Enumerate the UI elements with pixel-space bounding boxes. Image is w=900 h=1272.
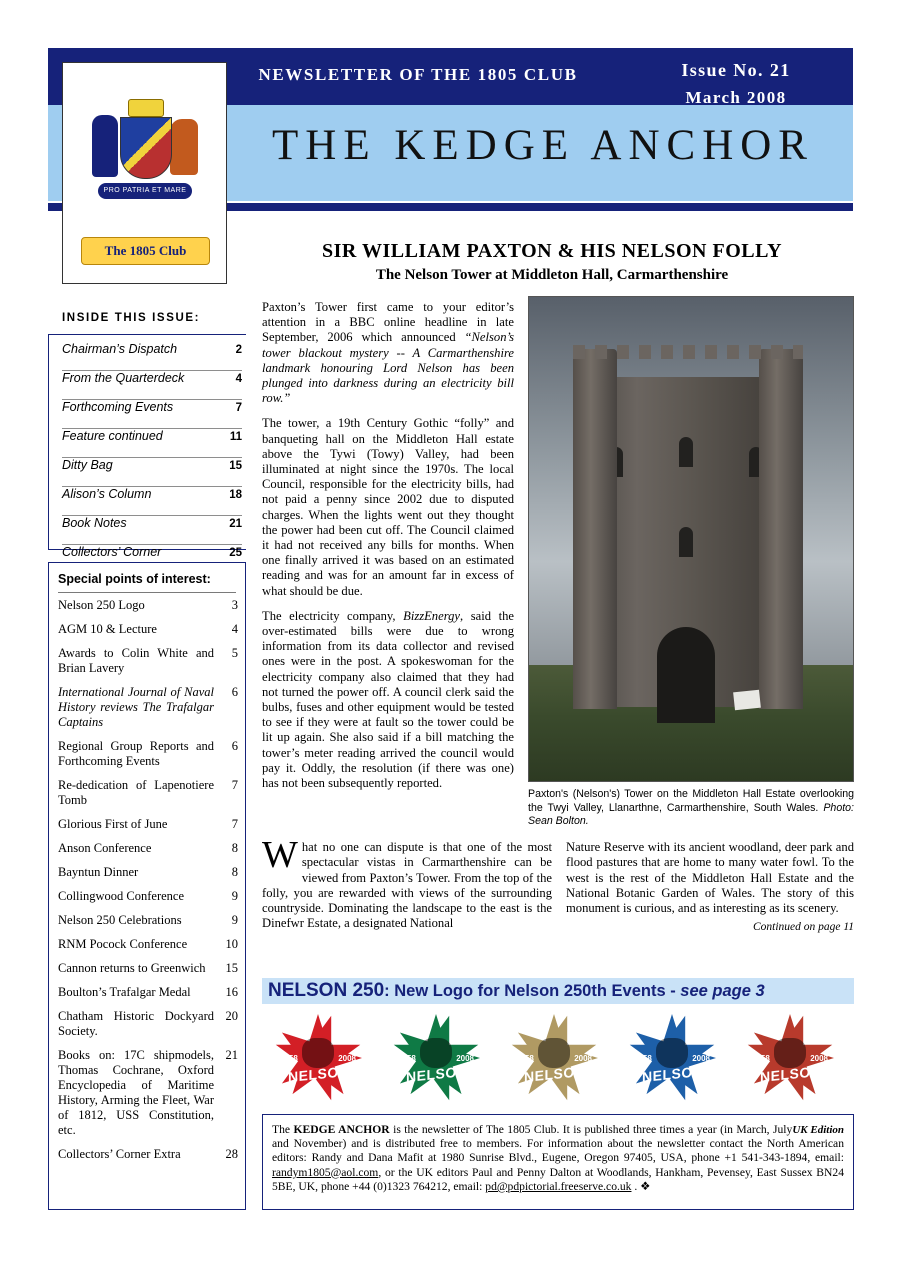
special-point-page: 6 xyxy=(231,739,238,753)
toc-item-page: 18 xyxy=(229,489,242,501)
article-paragraph-3 xyxy=(262,609,514,791)
photo-window xyxy=(679,527,693,557)
tower-photograph xyxy=(528,296,854,782)
nelson250-year-left: 1758 xyxy=(398,1054,416,1063)
coat-of-arms-icon xyxy=(90,79,200,219)
special-point-item[interactable] xyxy=(58,1009,238,1039)
toc-item[interactable] xyxy=(62,458,242,486)
special-point-item[interactable] xyxy=(58,646,238,676)
special-point-label: Collingwood Conference xyxy=(58,889,185,903)
nelson250-year-right: 2008 xyxy=(456,1054,474,1063)
nelson250-year-right: 2008 xyxy=(810,1054,828,1063)
special-point-label: AGM 10 & Lecture xyxy=(58,622,157,636)
toc-item[interactable] xyxy=(62,400,242,428)
toc-item-label: Feature continued xyxy=(62,429,163,443)
article-lower-left-text: hat no one can dispute is that one of the most spectacular vistas in Carmarthenshire can be viewed from Paxton’s Tower. From the top of the folly, you are rewarded with views of the surrounding countryside. Dominating the landscape to the east is the Dinefwr Estate, a designated National xyxy=(262,840,552,931)
nelson-portrait-icon xyxy=(656,1038,688,1068)
special-point-page: 20 xyxy=(225,1009,238,1023)
supporter-right-icon xyxy=(170,119,198,175)
photo-credit: Photo: Sean Bolton. xyxy=(528,801,854,827)
article-headline xyxy=(250,240,854,284)
nelson-portrait-icon xyxy=(420,1038,452,1068)
special-point-label: Collectors’ Corner Extra xyxy=(58,1147,181,1161)
special-point-item[interactable] xyxy=(58,985,238,1000)
page-title: THE KEDGE ANCHOR xyxy=(272,122,814,169)
article-paragraph-2: The tower, a 19th Century Gothic “folly” and banqueting hall on the Middleton Hall estate above the Tywi (Towy) Valley, had been illuminated at night since the 1970s. The local Council, responsible for the electricity bills, had not paid a penny since 2002 due to disputed charges. When the lights went out they thought the power had been cut off. The Council claimed it had not received any bills for months. When one finally arrived it was based on an estimated reading and was for an amount far in excess of what should be due. xyxy=(262,416,514,598)
nelson250-logo[interactable] xyxy=(266,1010,370,1108)
nelson250-year-left: 1758 xyxy=(634,1054,652,1063)
nelson250-year-right: 2008 xyxy=(338,1054,356,1063)
special-point-item[interactable] xyxy=(58,1048,238,1138)
star-icon xyxy=(274,1014,362,1102)
drop-cap: W xyxy=(262,834,298,876)
crest-motto: PRO PATRIA ET MARE xyxy=(98,183,192,199)
nelson250-subtitle: : New Logo for Nelson 250th Events - xyxy=(384,982,681,1000)
special-point-item[interactable] xyxy=(58,841,238,856)
special-point-label: Boulton’s Trafalgar Medal xyxy=(58,985,191,999)
special-point-label: RNM Pocock Conference xyxy=(58,937,188,951)
toc-item-page: 15 xyxy=(229,460,242,472)
article-p3-text-b: , said the over-estimated bills were due to wrong information from its data collector and revised ones were in the post. A spokeswoman for the electricity company also claimed that they had not turned the power off. A council clerk said the bulbs, fuses and other equipment would be tested to see if they were at fault so the tower could be lit up again. She also said if a bill matching the tower’s meter reading arrived the council would pay it. Oddly, the resolution (if there was one) has not been subsequently reported. xyxy=(262,608,514,791)
toc-item[interactable] xyxy=(62,429,242,457)
article-lower-right xyxy=(566,840,854,936)
article-p1-quote: “Nelson’s tower blackout mystery -- A Carmarthenshire landmark honouring Lord Nelson has been plunged into darkness during an electricity bill row.” xyxy=(262,330,514,406)
photo-archway xyxy=(657,627,715,723)
toc-item-label: Book Notes xyxy=(62,516,127,530)
special-point-label: Nelson 250 Logo xyxy=(58,598,145,612)
special-point-page: 16 xyxy=(225,985,238,999)
nelson250-year-left: 1758 xyxy=(752,1054,770,1063)
special-points-divider xyxy=(58,592,236,593)
issue-date: March 2008 xyxy=(685,88,787,107)
nelson250-year-right: 2008 xyxy=(574,1054,592,1063)
supporter-left-icon xyxy=(92,115,118,177)
special-point-page: 5 xyxy=(231,646,238,660)
nelson250-logo-word: NELSON xyxy=(760,1062,822,1086)
photo-caption-text: Paxton's (Nelson's) Tower on the Middleton Hall Estate overlooking the Twyi Valley, Llanarthne, Carmarthenshire, South Wales. xyxy=(528,788,854,814)
photo-sign xyxy=(733,690,761,711)
article-lower-left xyxy=(262,834,552,932)
footer-text-c: , or the UK editors Paul and Penny Dalton at Woodlands, Hankham, Pevensey, East Sussex BN24 5BE, UK, phone +44 (0)1323 764212, email: xyxy=(272,1165,844,1193)
photo-turret-right xyxy=(759,349,803,709)
special-point-label: Re-dedication of Lapenotiere Tomb xyxy=(58,778,214,807)
photo-turret-left xyxy=(573,349,617,709)
inside-this-issue-title: INSIDE THIS ISSUE: xyxy=(62,312,201,324)
nelson-portrait-icon xyxy=(302,1038,334,1068)
special-point-label: Regional Group Reports and Forthcoming Events xyxy=(58,739,214,768)
special-point-label: Chatham Historic Dockyard Society. xyxy=(58,1009,214,1038)
toc-item-page: 2 xyxy=(235,344,242,356)
nelson250-logo[interactable] xyxy=(502,1010,606,1108)
special-point-item[interactable] xyxy=(58,817,238,832)
article-p3-company: BizzEnergy xyxy=(403,608,461,623)
special-points-list xyxy=(58,598,238,1171)
special-point-page: 9 xyxy=(231,913,238,927)
footer-text-a: The xyxy=(272,1123,294,1136)
special-point-label: Awards to Colin White and Brian Lavery xyxy=(58,646,214,675)
nelson250-year-right: 2008 xyxy=(692,1054,710,1063)
article-p1-text: Paxton’s Tower first came to your editor’s attention in a BBC online headline in late September, 2006 which announced xyxy=(262,300,514,345)
toc-item-label: Alison’s Column xyxy=(62,487,152,501)
nelson250-see-page[interactable]: see page 3 xyxy=(680,982,765,1000)
toc-item[interactable] xyxy=(62,487,242,515)
star-icon xyxy=(628,1014,716,1102)
nelson250-logo-word: NELSON xyxy=(524,1062,586,1086)
headline-sub: The Nelson Tower at Middleton Hall, Carmarthenshire xyxy=(375,267,729,283)
special-point-page: 3 xyxy=(231,598,238,612)
crest-banner-label: The 1805 Club xyxy=(81,237,210,265)
special-point-item[interactable] xyxy=(58,913,238,928)
newsletter-footer xyxy=(262,1114,854,1210)
nelson250-brand: NELSON 250 xyxy=(268,980,385,1001)
toc-item-page: 11 xyxy=(229,431,242,443)
toc-item-page: 21 xyxy=(229,518,242,530)
toc-item-label: From the Quarterdeck xyxy=(62,371,185,385)
nelson250-logo-word: NELSON xyxy=(406,1062,468,1086)
special-point-page: 8 xyxy=(231,841,238,855)
special-points-title: Special points of interest: xyxy=(58,572,211,586)
nelson-portrait-icon xyxy=(774,1038,806,1068)
special-point-item[interactable] xyxy=(58,598,238,613)
toc-item[interactable] xyxy=(62,516,242,544)
article-lower-right-text: Nature Reserve with its ancient woodland, deer park and flood pastures that are home to many water fowl. To the west is the rest of the Middleton Hall Estate and the National Botanic Garden of Wales. The story of this monument is curious, and as interesting as its scenery. xyxy=(566,840,854,916)
newsletter-of-label: NEWSLETTER OF THE 1805 CLUB xyxy=(258,65,578,84)
shield-icon xyxy=(120,117,172,179)
edition-label: UK Edition xyxy=(792,1124,844,1136)
toc-item-page: 7 xyxy=(235,402,242,414)
nelson250-logo-row xyxy=(262,1010,854,1108)
special-point-label: Glorious First of June xyxy=(58,817,168,831)
toc-item-label: Collectors’ Corner xyxy=(62,545,162,559)
special-point-page: 15 xyxy=(225,961,238,975)
nelson250-heading xyxy=(268,978,854,1004)
special-point-item[interactable] xyxy=(58,865,238,880)
footer-email-us[interactable]: randym1805@aol.com xyxy=(272,1165,379,1179)
toc-item-label: Ditty Bag xyxy=(62,458,113,472)
footer-newsletter-name: KEDGE ANCHOR xyxy=(293,1123,390,1136)
headline-main: SIR WILLIAM PAXTON & HIS NELSON FOLLY xyxy=(321,240,783,262)
toc-item-page: 4 xyxy=(235,373,242,385)
toc-item-label: Forthcoming Events xyxy=(62,400,174,414)
special-point-item[interactable] xyxy=(58,961,238,976)
article-paragraph-1 xyxy=(262,300,514,406)
star-icon xyxy=(746,1014,834,1102)
special-point-page: 9 xyxy=(231,889,238,903)
footer-text-d: . ❖ xyxy=(631,1179,651,1193)
special-point-page: 7 xyxy=(231,778,238,792)
special-point-page: 21 xyxy=(225,1048,238,1062)
nelson250-logo-word: NELSON xyxy=(642,1062,704,1086)
special-point-item[interactable] xyxy=(58,739,238,769)
special-point-label: Nelson 250 Celebrations xyxy=(58,913,182,927)
continued-note: Continued on page 11 xyxy=(752,921,854,934)
nelson250-year-left: 1758 xyxy=(280,1054,298,1063)
photo-battlements xyxy=(573,345,803,359)
nelson250-logo-word: NELSON xyxy=(288,1062,350,1086)
special-point-item[interactable] xyxy=(58,1147,238,1162)
crest-artwork xyxy=(63,63,226,283)
nelson250-logo[interactable] xyxy=(384,1010,488,1108)
special-point-item[interactable] xyxy=(58,685,238,730)
special-point-item[interactable] xyxy=(58,937,238,952)
nelson-portrait-icon xyxy=(538,1038,570,1068)
toc-item-label: Chairman’s Dispatch xyxy=(62,342,178,356)
special-point-label: International Journal of Naval History reviews The Trafalgar Captains xyxy=(58,685,214,729)
table-of-contents xyxy=(62,342,242,573)
club-crest xyxy=(62,62,227,284)
photo-caption xyxy=(528,788,854,829)
special-point-page: 7 xyxy=(231,817,238,831)
article-p3-text-a: The electricity company, xyxy=(262,608,404,623)
star-icon xyxy=(510,1014,598,1102)
photo-window xyxy=(679,437,693,467)
issue-info xyxy=(631,56,841,112)
special-point-page: 4 xyxy=(231,622,238,636)
special-point-label: Anson Conference xyxy=(58,841,152,855)
article-column-left xyxy=(262,300,514,801)
crown-icon xyxy=(128,99,164,117)
nelson250-logo[interactable] xyxy=(738,1010,842,1108)
nelson250-logo[interactable] xyxy=(620,1010,724,1108)
special-point-page: 10 xyxy=(225,937,238,951)
issue-number: Issue No. 21 xyxy=(681,60,791,80)
toc-item[interactable] xyxy=(62,342,242,370)
footer-email-uk[interactable]: pd@pdpictorial.freeserve.co.uk xyxy=(485,1179,632,1193)
special-point-item[interactable] xyxy=(58,889,238,904)
special-point-label: Cannon returns to Greenwich xyxy=(58,961,206,975)
toc-item-page: 25 xyxy=(229,547,242,559)
special-point-item[interactable] xyxy=(58,622,238,637)
star-icon xyxy=(392,1014,480,1102)
special-point-page: 8 xyxy=(231,865,238,879)
special-point-label: Bayntun Dinner xyxy=(58,865,139,879)
footer-text-b: is the newsletter of The 1805 Club. It is published three times a year (in March, July and November) and is distributed free to members. For information about the newsletter contact the North American editors: Randy and Dana Mafit at 1980 Sunrise Blvd., Eugene, Oregon 97405, USA, phone +1 541-343-1894, email: xyxy=(272,1123,844,1165)
nelson250-year-left: 1758 xyxy=(516,1054,534,1063)
toc-item[interactable] xyxy=(62,371,242,399)
special-point-page: 28 xyxy=(225,1147,238,1161)
special-point-item[interactable] xyxy=(58,778,238,808)
special-point-label: Books on: 17C shipmodels, Thomas Cochrane, Oxford Encyclopedia of Maritime History, Arming the Fleet, War of 1812, USS Constitution, etc. xyxy=(58,1048,214,1137)
special-point-page: 6 xyxy=(231,685,238,699)
